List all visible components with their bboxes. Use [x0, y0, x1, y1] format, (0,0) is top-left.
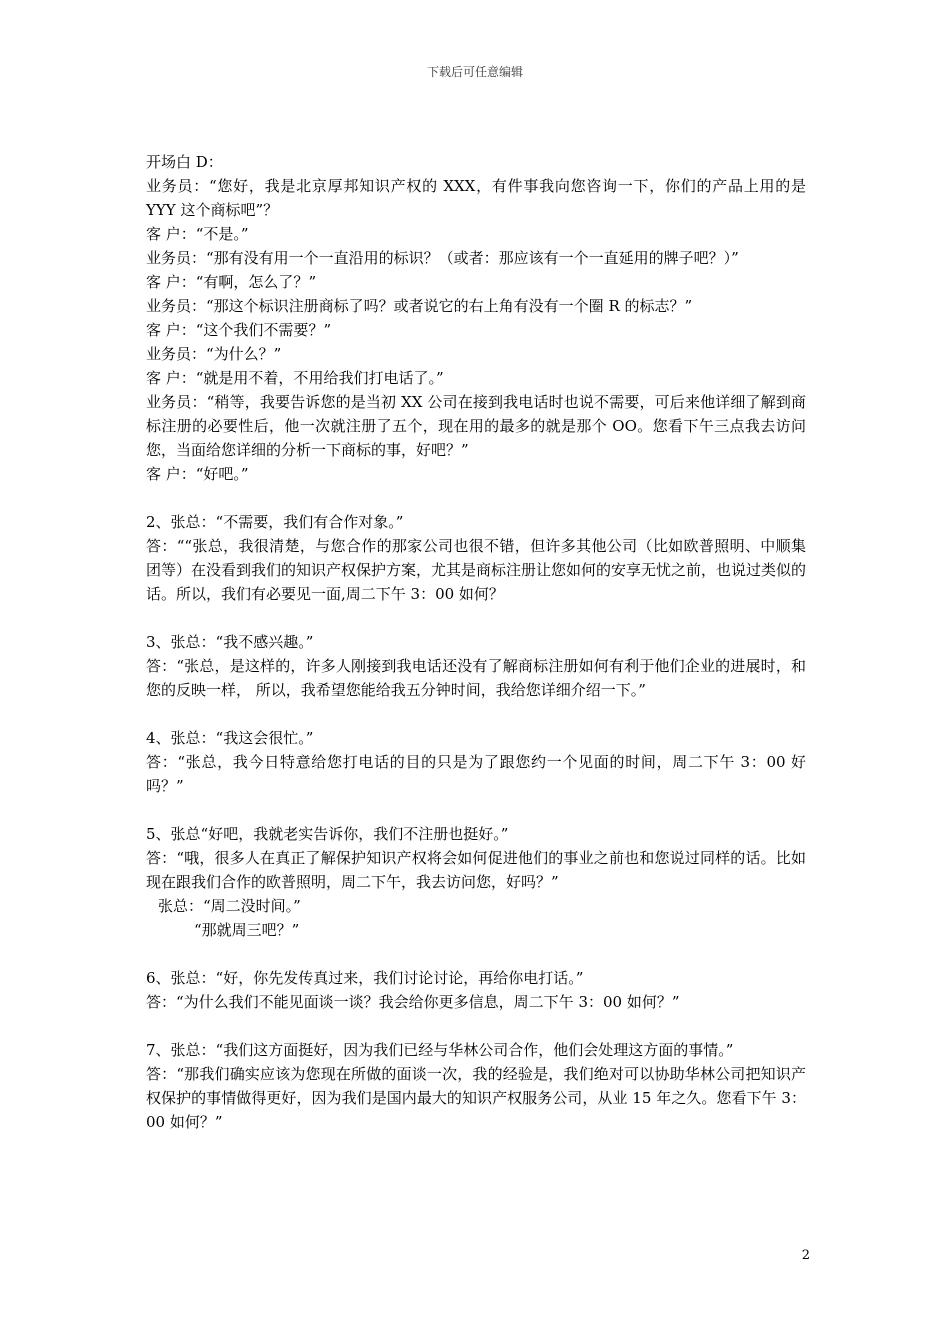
objection-answer: 答：““张总，我很清楚，与您合作的那家公司也很不错，但许多其他公司（比如欧普照明、中顺集团等）在没看到我们的知识产权保护方案，尤其是商标注册让您如何的安享无忧之前，也说过类似的话。所以，我们有必要见一面,周二下午 3：00 如何？ [146, 537, 807, 603]
objection-heading: 3、张总：“我不感兴趣。” [146, 633, 314, 651]
paragraph-gap [146, 486, 806, 510]
dialogue-line: 业务员：“您好，我是北京厚邦知识产权的 XXX，有件事我向您咨询一下，你们的产品上用的是 YYY 这个商标吧”？ [146, 177, 806, 219]
objection-heading: 7、张总：“我们这方面挺好，因为我们已经与华林公司合作，他们会处理这方面的事情。” [146, 1041, 734, 1059]
paragraph-gap [146, 1014, 806, 1038]
section-title: 开场白 D： [146, 153, 223, 171]
dialogue-line: 客 户：“好吧。” [146, 465, 249, 483]
page-number: 2 [801, 1248, 810, 1263]
paragraph-gap [146, 702, 806, 726]
paragraph-gap [146, 606, 806, 630]
dialogue-line: 张总：“周二没时间。” [158, 897, 301, 915]
dialogue-line: 客 户：“就是用不着，不用给我们打电话了。” [146, 369, 444, 387]
objection-answer: 答：“为什么我们不能见面谈一谈？我会给你更多信息，周二下午 3：00 如何？” [146, 993, 680, 1011]
dialogue-line: “那就周三吧？” [194, 921, 300, 939]
dialogue-line: 客 户：“这个我们不需要？” [146, 321, 332, 339]
document-body [146, 150, 806, 1134]
dialogue-line: 业务员：“那这个标识注册商标了吗？或者说它的右上角有没有一个圈 R 的标志？” [146, 297, 693, 315]
dialogue-line: 客 户：“有啊，怎么了？” [146, 273, 317, 291]
objection-heading: 5、张总“好吧，我就老实告诉你，我们不注册也挺好。” [146, 825, 509, 843]
objection-heading: 2、张总：“不需要，我们有合作对象。” [146, 513, 404, 531]
objection-answer: 答：“张总，是这样的，许多人刚接到我电话还没有了解商标注册如何有利于他们企业的进展时，和您的反映一样， 所以，我希望您能给我五分钟时间，我给您详细介绍一下。” [146, 657, 806, 699]
objection-answer: 答：“那我们确实应该为您现在所做的面谈一次，我的经验是，我们绝对可以协助华林公司把知识产权保护的事情做得更好，因为我们是国内最大的知识产权服务公司，从业 15 年之久。您看下午 3：00 如何？” [146, 1065, 806, 1131]
objection-answer: 答：“哦，很多人在真正了解保护知识产权将会如何促进他们的事业之前也和您说过同样的话。比如现在跟我们合作的欧普照明，周二下午，我去访问您，好吗？” [146, 849, 806, 891]
paragraph-gap [146, 798, 806, 822]
dialogue-line: 业务员：“稍等，我要告诉您的是当初 XX 公司在接到我电话时也说不需要，可后来他详细了解到商标注册的必要性后，他一次就注册了五个，现在用的最多的就是那个 OO。您看下午三点我去访问您，当面给您详细的分析一下商标的事，好吧？” [146, 393, 806, 459]
objection-answer: 答：“张总，我今日特意给您打电话的目的只是为了跟您约一个见面的时间，周二下午 3：00 好吗？” [146, 753, 806, 795]
objection-heading: 4、张总：“我这会很忙。” [146, 729, 314, 747]
page-header: 下载后可任意编辑 [426, 65, 523, 79]
dialogue-line: 业务员：“那有没有用一个一直沿用的标识？（或者：那应该有一个一直延用的牌子吧？）” [146, 249, 739, 267]
paragraph-gap [146, 942, 806, 966]
dialogue-line: 业务员：“为什么？” [146, 345, 282, 363]
objection-heading: 6、张总：“好，你先发传真过来，我们讨论讨论，再给你电打话。” [146, 969, 584, 987]
dialogue-line: 客 户：“不是。” [146, 225, 249, 243]
